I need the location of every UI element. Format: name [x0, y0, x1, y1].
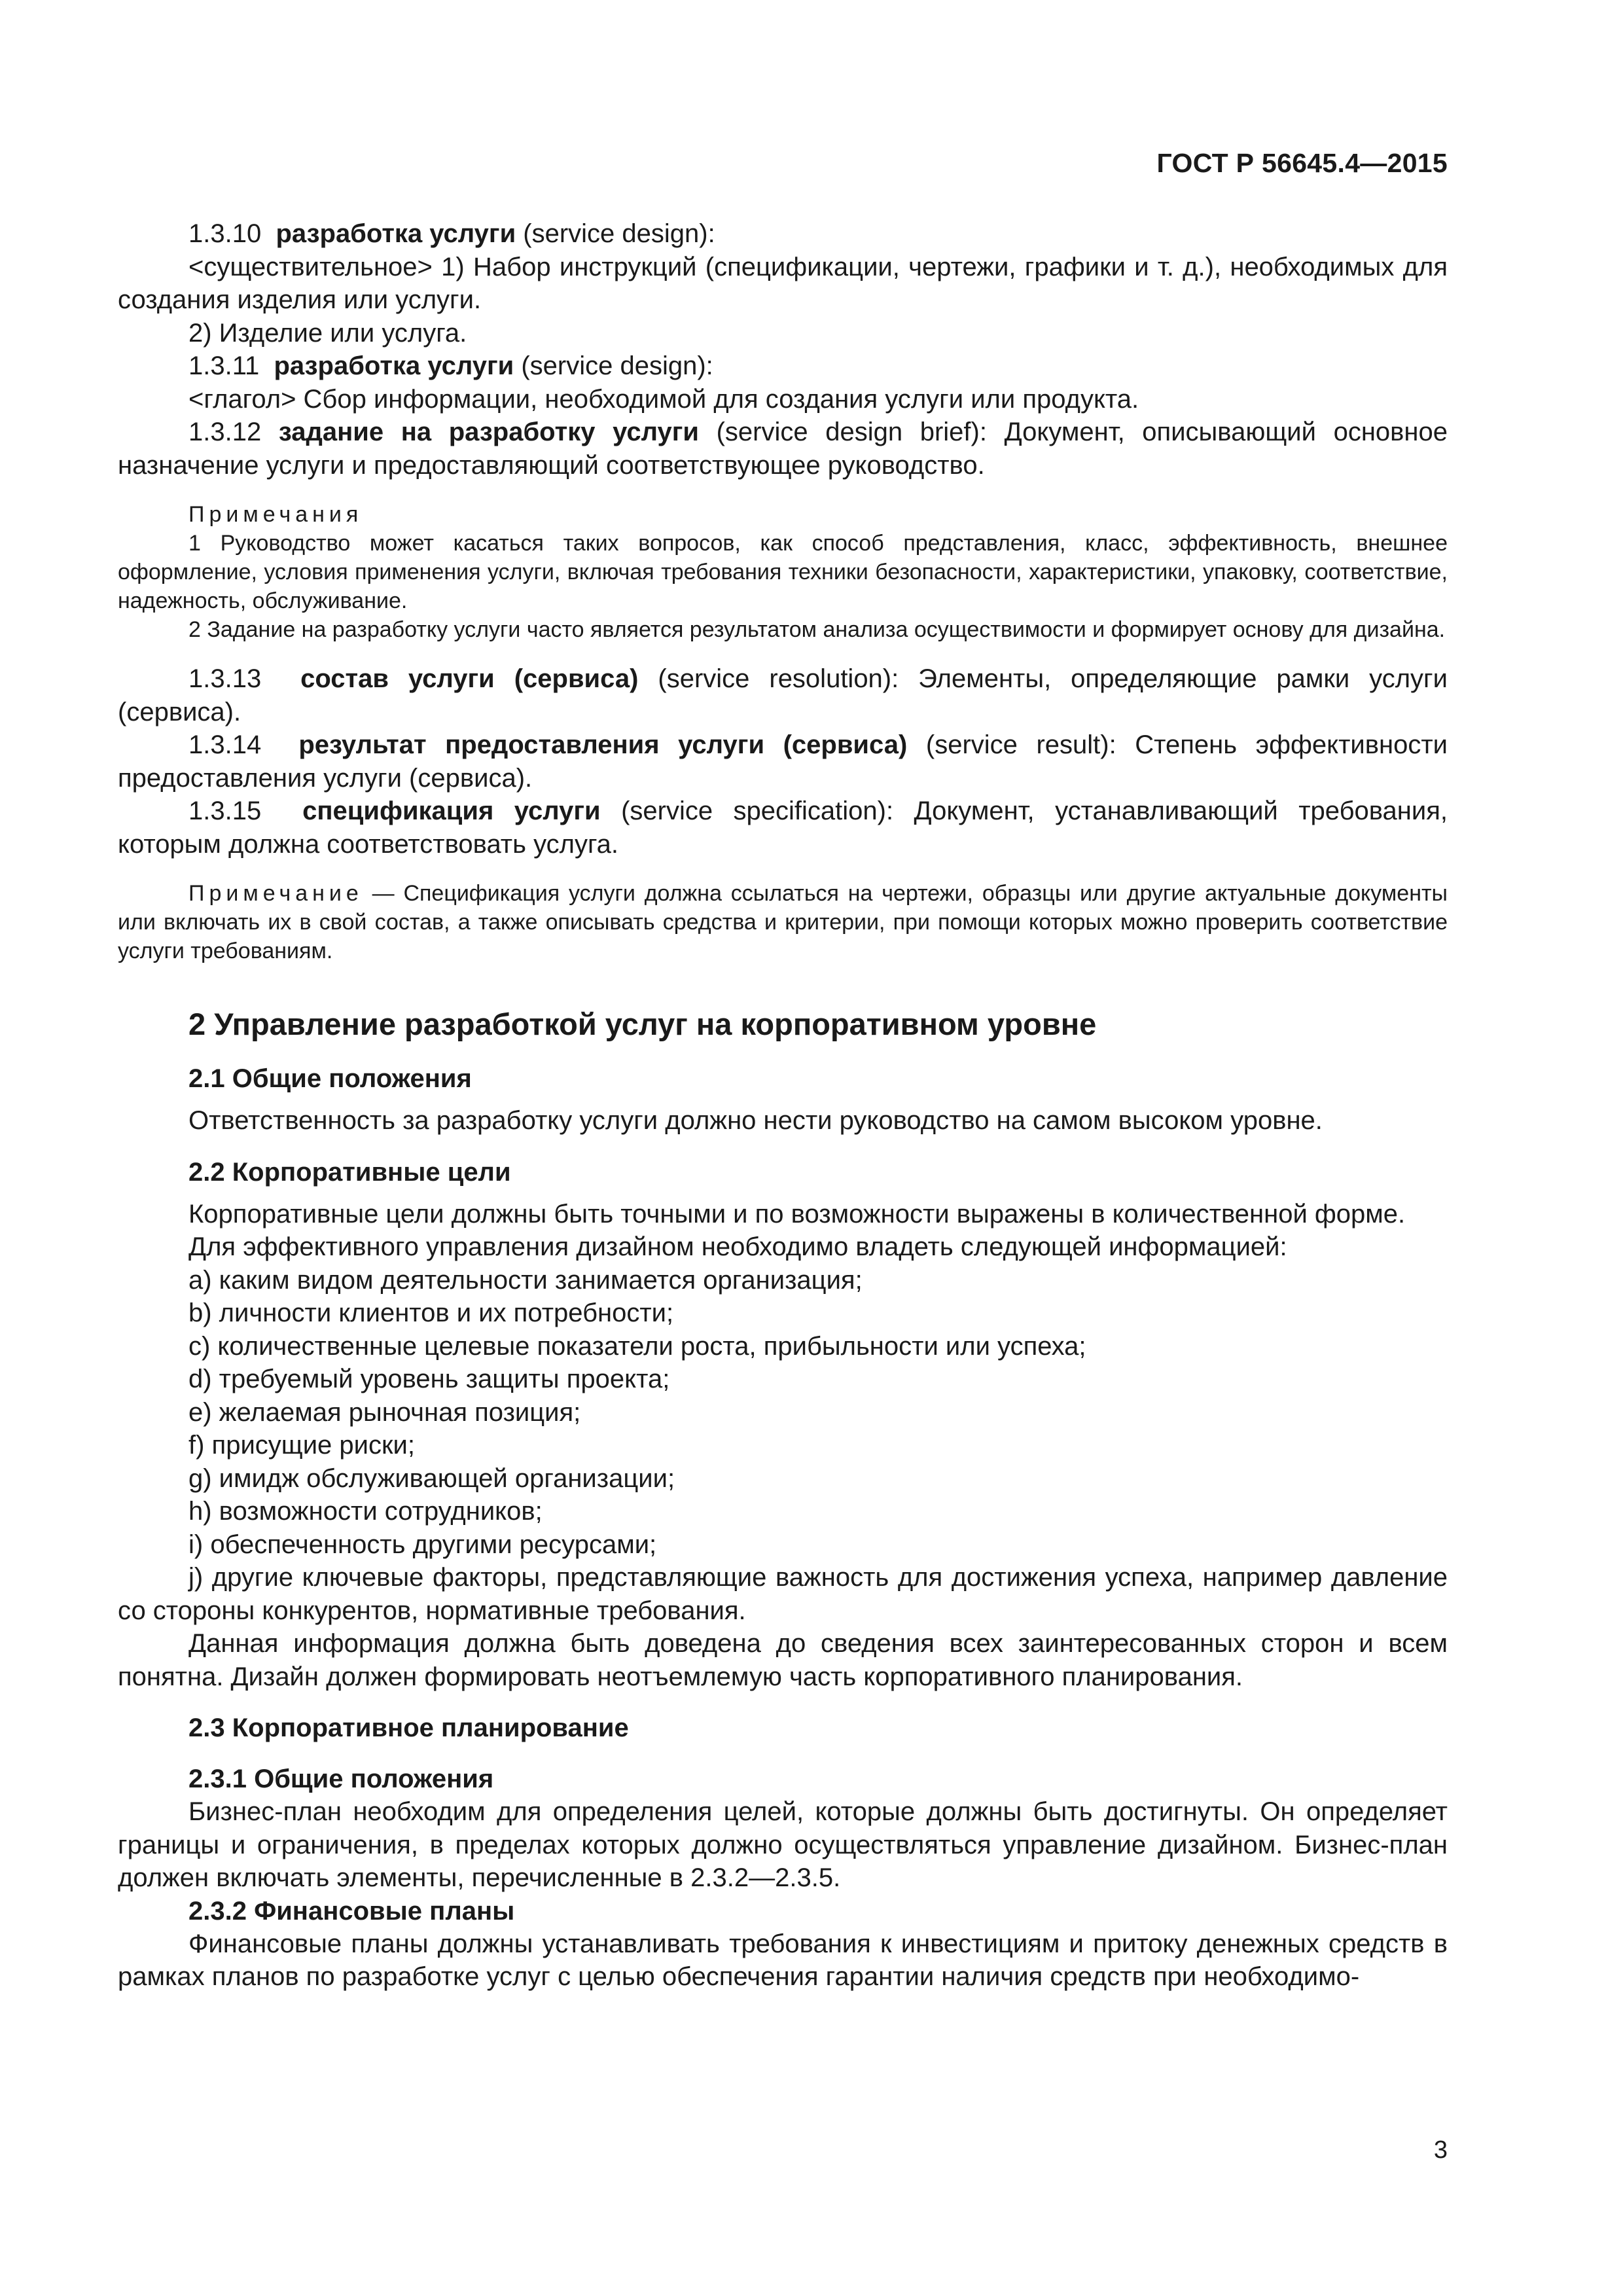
paragraph: Корпоративные цели должны быть точными и по возможности выражены в количественной форме.	[188, 1199, 1406, 1229]
term-definition: <существительное> 1) Набор инструкций (спецификации, чертежи, графики и т. д.), необходимых для создания изделия или услуги.	[118, 252, 1448, 314]
term-definition: <глагол> Сбор информации, необходимой для создания услуги или продукта.	[188, 384, 1139, 414]
term-1-3-14	[118, 728, 1448, 795]
note-single	[118, 879, 1448, 965]
paragraph: Для эффективного управления дизайном необходимо владеть следующей информацией:	[188, 1232, 1287, 1261]
term-1-3-15	[118, 795, 1448, 861]
term-title: спецификация услуги	[302, 797, 601, 825]
term-text: (service result): Степень эффективности предоставления услуги (сервиса).	[118, 730, 1448, 793]
page-number: 3	[1433, 2136, 1448, 2164]
term-title: разработка услуги	[274, 351, 514, 380]
list-item: b) личности клиентов и их потребности;	[188, 1299, 674, 1327]
term-number: 1.3.15	[188, 797, 262, 825]
list-item: g) имидж обслуживающей организации;	[188, 1463, 675, 1493]
subsection-title: 2.2 Корпоративные цели	[188, 1157, 511, 1187]
term-title: состав услуги (сервиса)	[300, 664, 639, 693]
notes-heading: Примечания	[188, 502, 363, 527]
note-item: 2 Задание на разработку услуги часто является результатом анализа осуществимости и формирует основу для дизайна.	[188, 617, 1446, 642]
term-number: 1.3.13	[188, 664, 262, 693]
list-item: d) требуемый уровень защиты проекта;	[188, 1365, 670, 1393]
term-text: (service design):	[514, 351, 713, 380]
note-item: 1 Руководство может касаться таких вопросов, как способ представления, класс, эффективность, внешнее оформление, условия применения услуги, включая требования техники безопасности, характеристики, упаковку, соответствие, надежность, обслуживание.	[118, 531, 1448, 613]
list-item: f) присущие риски;	[188, 1431, 415, 1460]
clause-title: 2.3.2 Финансовые планы	[188, 1896, 515, 1926]
paragraph: Финансовые планы должны устанавливать требования к инвестициям и притоку денежных средств в рамках планов по разработке услуг с целью обеспечения гарантии наличия средств при необходимо-	[118, 1929, 1448, 1991]
list-item: i) обеспеченность другими ресурсами;	[188, 1530, 657, 1559]
term-title: задание на разработку услуги	[278, 418, 699, 446]
term-1-3-11	[118, 350, 1448, 383]
info-list	[118, 1264, 1448, 1628]
clause-title: 2.3.1 Общие положения	[188, 1765, 494, 1793]
subsection-title: 2.1 Общие положения	[188, 1064, 472, 1093]
term-title: разработка услуги	[276, 219, 516, 248]
term-number: 1.3.12	[188, 418, 262, 446]
note-text: — Спецификация услуги должна ссылаться на чертежи, образцы или другие актуальные документы или включать их в свой состав, а также описывать средства и критерии, при помощи которых можно проверить соответствие услуги требованиям.	[118, 881, 1448, 963]
term-number: 1.3.11	[188, 351, 260, 380]
paragraph: Бизнес-план необходим для определения целей, которые должны быть достигнуты. Он определяет границы и ограничения, в пределах которых должно осуществляться управление дизайном. Бизнес-план должен включать элементы, перечисленные в 2.3.2—2.3.5.	[118, 1797, 1448, 1892]
term-1-3-10	[118, 217, 1448, 251]
term-text: (service design):	[516, 219, 715, 248]
list-item: a) каким видом деятельности занимается организация;	[188, 1265, 863, 1295]
list-item: e) желаемая рыночная позиция;	[188, 1397, 581, 1427]
term-text: (service resolution): Элементы, определяющие рамки услуги (сервиса).	[118, 664, 1448, 726]
paragraph: Ответственность за разработку услуги должно нести руководство на самом высоком уровне.	[188, 1106, 1323, 1135]
term-number: 1.3.14	[188, 730, 262, 759]
list-item: j) другие ключевые факторы, представляющие важность для достижения успеха, например давление со стороны конкурентов, нормативные требования.	[118, 1563, 1448, 1625]
term-number: 1.3.10	[188, 219, 262, 248]
term-1-3-12	[118, 416, 1448, 482]
paragraph: Данная информация должна быть доведена до сведения всех заинтересованных сторон и всем понятна. Дизайн должен формировать неотъемлемую часть корпоративного планирования.	[118, 1629, 1448, 1691]
doc-header-code: ГОСТ Р 56645.4—2015	[1156, 148, 1448, 178]
term-title: результат предоставления услуги (сервиса)	[298, 730, 908, 759]
term-text: (service specification): Документ, устанавливающий требования, которым должна соответствовать услуга.	[118, 797, 1448, 859]
note-label: Примечание	[188, 881, 363, 906]
subsection-title: 2.3 Корпоративное планирование	[188, 1713, 629, 1742]
page-content	[118, 217, 1448, 1994]
term-text: (service design brief): Документ, описывающий основное назначение услуги и предоставляющий соответствующее руководство.	[118, 418, 1448, 480]
section-title: 2 Управление разработкой услуг на корпоративном уровне	[188, 1007, 1097, 1041]
term-1-3-13	[118, 662, 1448, 728]
list-item: h) возможности сотрудников;	[188, 1497, 543, 1526]
list-item: c) количественные целевые показатели роста, прибыльности или успеха;	[188, 1331, 1086, 1361]
term-definition: 2) Изделие или услуга.	[188, 318, 467, 348]
